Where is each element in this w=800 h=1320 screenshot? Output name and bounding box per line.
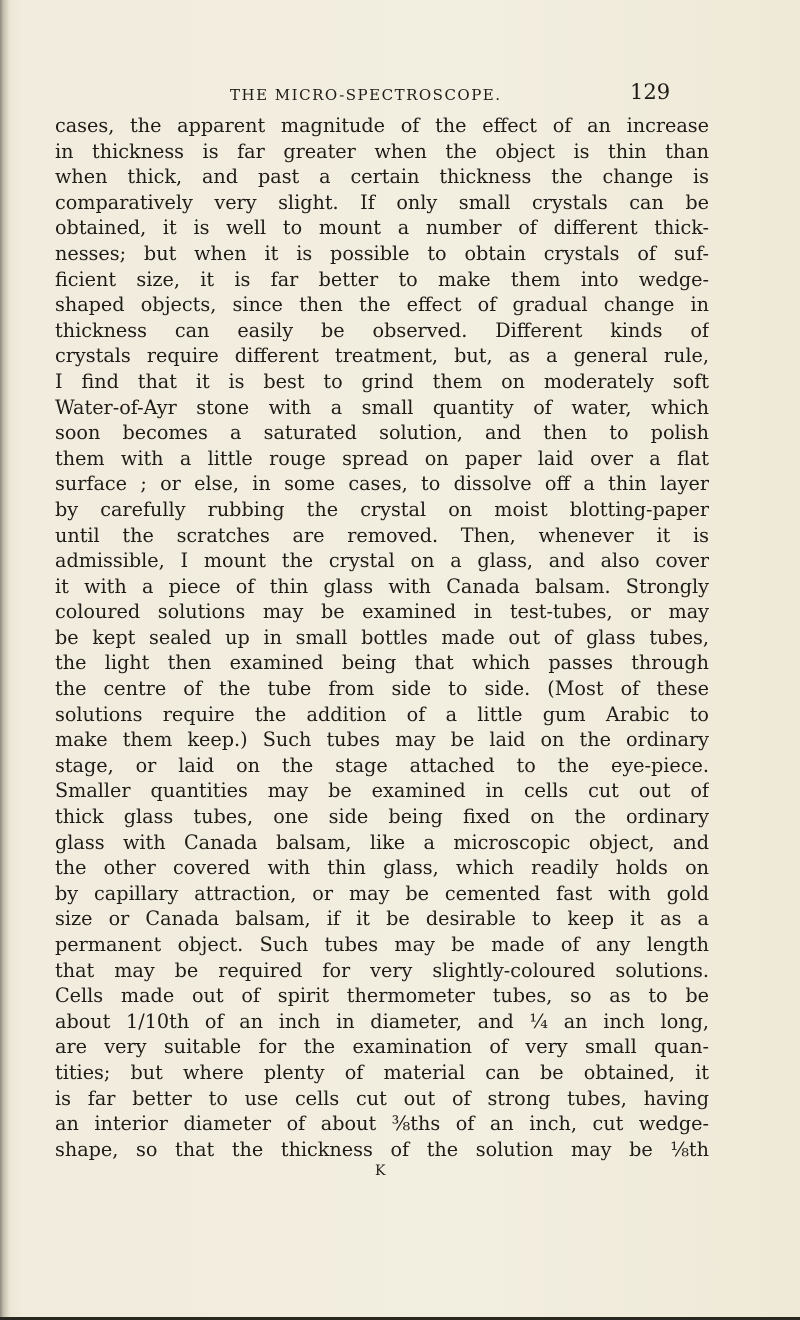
text-line: the light then examined being that which passes through [55, 651, 709, 675]
text-line: in thickness is far greater when the object is thin than [55, 139, 709, 163]
text-line: size or Canada balsam, if it be desirable to keep it as a [55, 907, 709, 931]
text-line: until the scratches are removed. Then, whenever it is [55, 523, 709, 547]
text-line: obtained, it is well to mount a number of different thick- [55, 216, 709, 240]
text-line: stage, or laid on the stage attached to the eye-piece. [55, 753, 709, 777]
text-line: about 1/10th of an inch in diameter, and ¼ an inch long, [55, 1009, 709, 1033]
text-line: shaped objects, since then the effect of gradual change in [55, 293, 709, 317]
text-line: make them keep.) Such tubes may be laid on the ordinary [55, 728, 709, 752]
text-line: soon becomes a saturated solution, and then to polish [55, 421, 709, 445]
text-line: nesses; but when it is possible to obtain crystals of suf- [55, 241, 709, 265]
text-line: Smaller quantities may be examined in cells cut out of [55, 779, 709, 803]
text-line: that may be required for very slightly-coloured solutions. [55, 958, 709, 982]
text-line: thick glass tubes, one side being fixed on the ordinary [55, 805, 709, 829]
text-line: surface ; or else, in some cases, to dissolve off a thin layer [55, 472, 709, 496]
text-line: crystals require different treatment, but, as a general rule, [55, 344, 709, 368]
text-line: are very suitable for the examination of very small quan- [55, 1035, 709, 1059]
text-line: shape, so that the thickness of the solution may be ⅛th [55, 1137, 709, 1161]
text-line: comparatively very slight. If only small crystals can be [55, 190, 709, 214]
page-number: 129 [630, 80, 671, 104]
text-line: ficient size, it is far better to make them into wedge- [55, 267, 709, 291]
text-line: I find that it is best to grind them on moderately soft [55, 369, 709, 393]
text-line: an interior diameter of about ⅜ths of an inch, cut wedge- [55, 1112, 709, 1136]
text-line: by carefully rubbing the crystal on moist blotting-paper [55, 497, 709, 521]
signature-mark: K [375, 1163, 386, 1179]
text-line: when thick, and past a certain thickness the change is [55, 165, 709, 189]
text-line: tities; but where plenty of material can be obtained, it [55, 1060, 709, 1084]
text-line: by capillary attraction, or may be cemented fast with gold [55, 881, 709, 905]
text-line: it with a piece of thin glass with Canada balsam. Strongly [55, 574, 709, 598]
text-line: cases, the apparent magnitude of the effect of an increase [55, 114, 709, 137]
text-line: thickness can easily be observed. Different kinds of [55, 318, 709, 342]
running-header: THE MICRO-SPECTROSCOPE. [230, 86, 502, 104]
text-line: is far better to use cells cut out of strong tubes, having [55, 1086, 709, 1110]
text-line: solutions require the addition of a little gum Arabic to [55, 702, 709, 726]
body-text [55, 113, 709, 1162]
text-line: Water-of-Ayr stone with a small quantity of water, which [55, 395, 709, 419]
text-line: Cells made out of spirit thermometer tubes, so as to be [55, 984, 709, 1008]
binding-shadow [0, 0, 10, 1320]
text-line: permanent object. Such tubes may be made of any length [55, 933, 709, 956]
text-line: admissible, I mount the crystal on a glass, and also cover [55, 549, 709, 573]
text-line: them with a little rouge spread on paper laid over a flat [55, 446, 709, 470]
text-line: the other covered with thin glass, which readily holds on [55, 856, 709, 880]
text-line: coloured solutions may be examined in test-tubes, or may [55, 600, 709, 624]
text-line: be kept sealed up in small bottles made out of glass tubes, [55, 625, 709, 649]
text-line: the centre of the tube from side to side. (Most of these [55, 677, 709, 701]
text-line: glass with Canada balsam, like a microscopic object, and [55, 830, 709, 854]
